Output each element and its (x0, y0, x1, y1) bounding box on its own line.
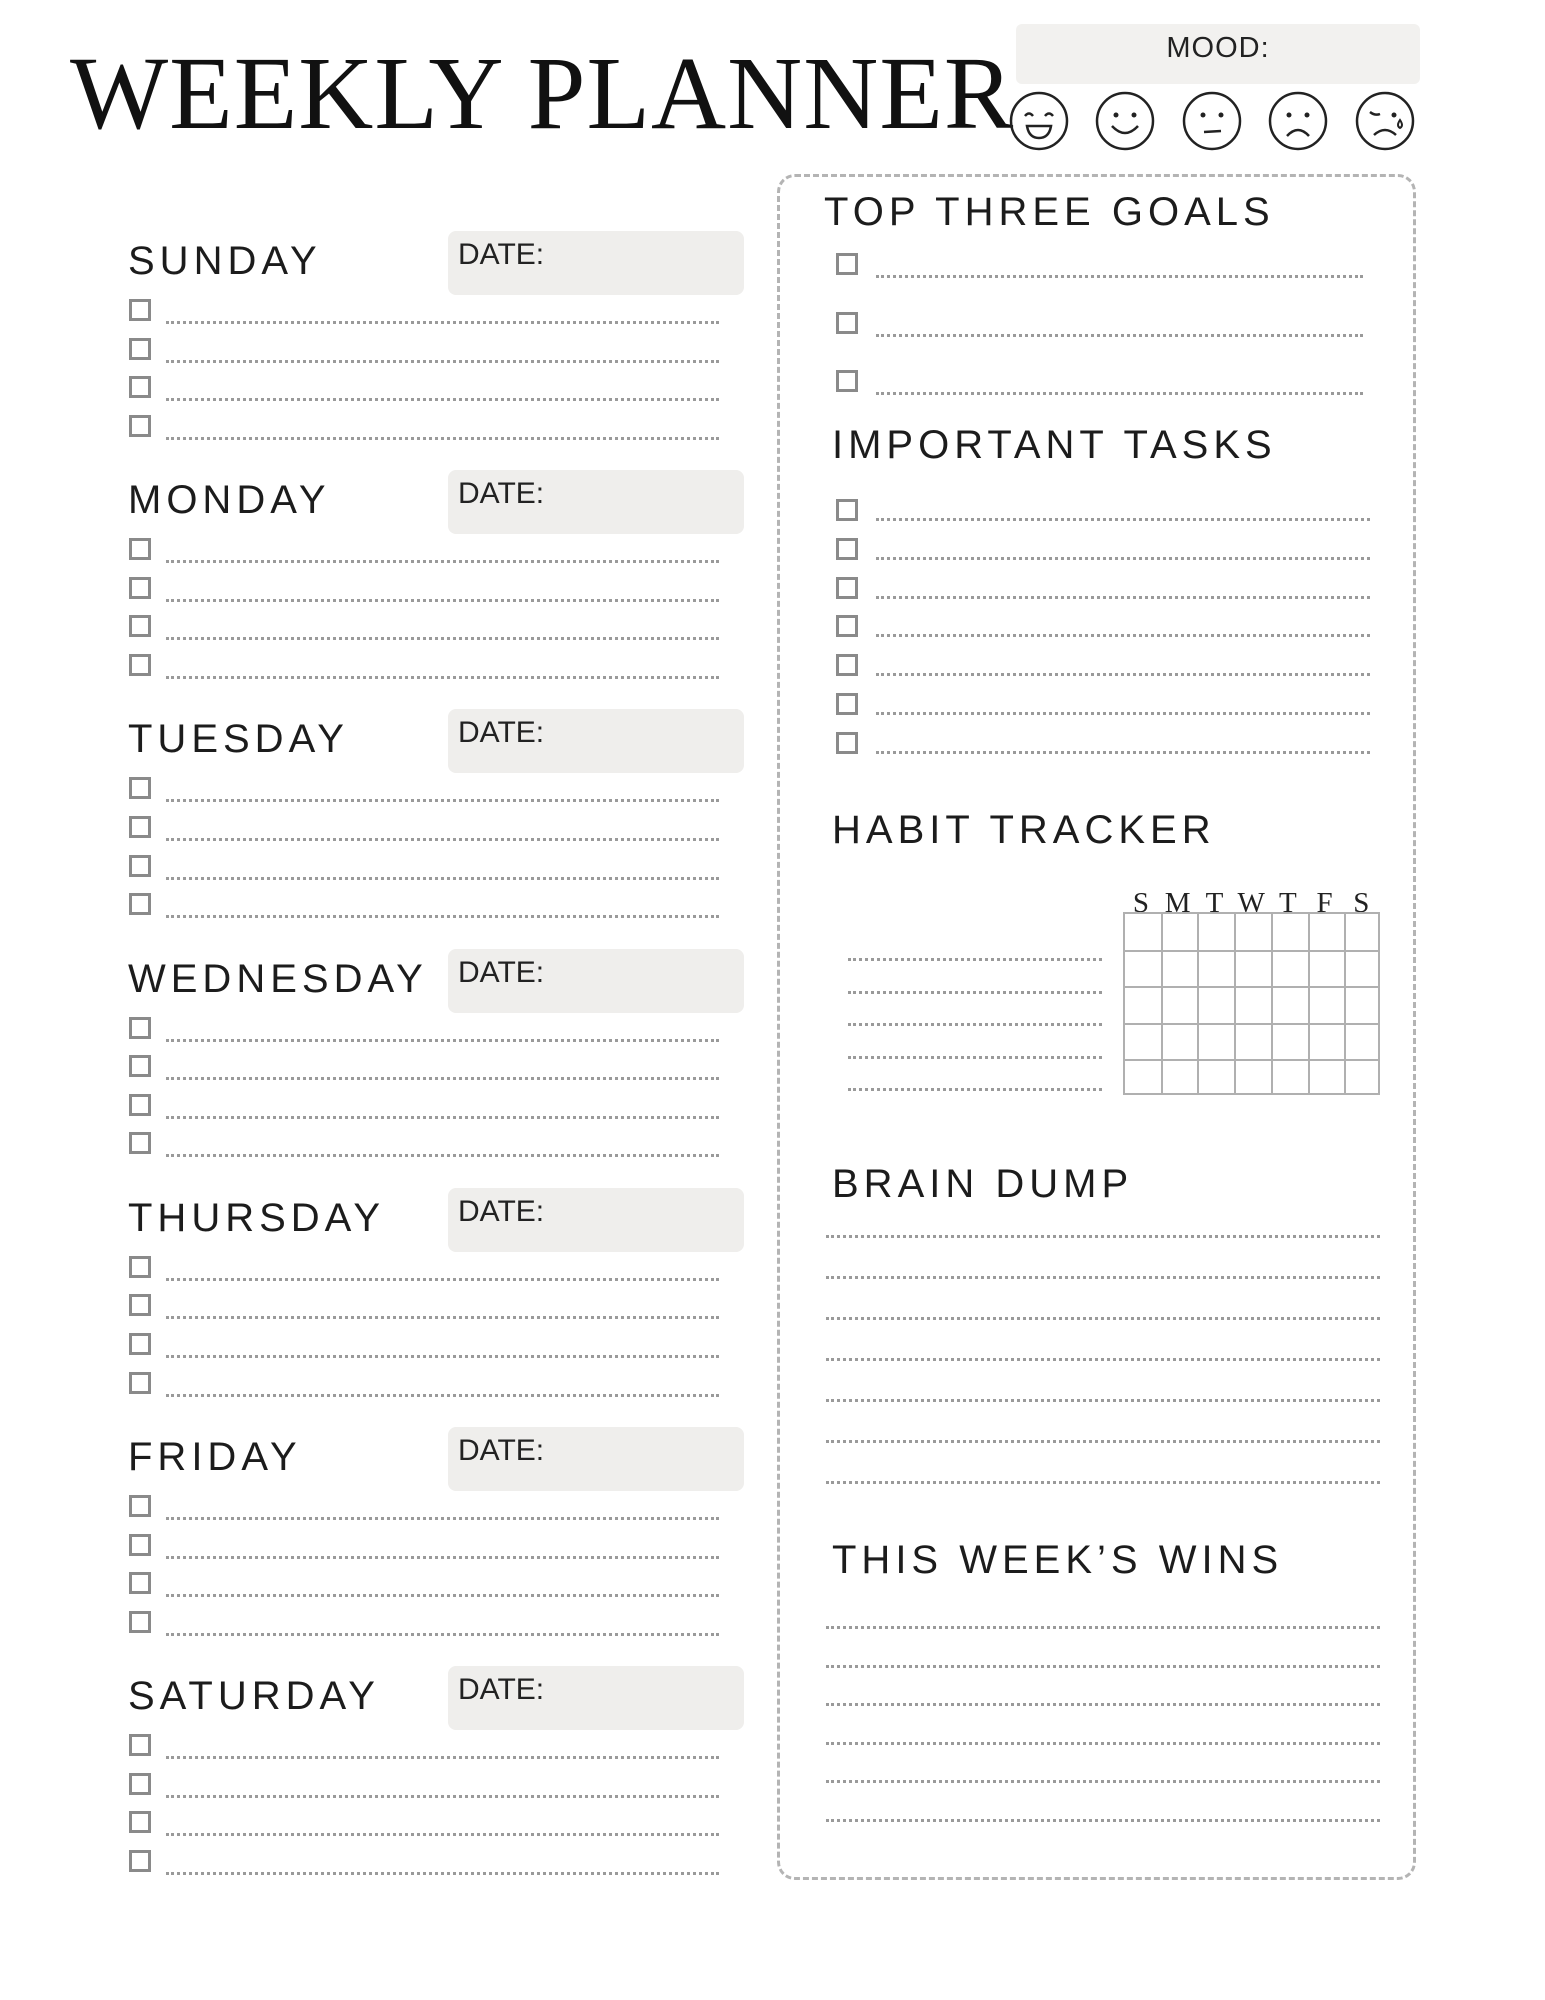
weekday-label: M (1164, 887, 1191, 919)
important-task-checkbox[interactable] (836, 732, 858, 754)
task-checkbox[interactable] (129, 1850, 151, 1872)
weekday-label: S (1132, 887, 1150, 919)
date-field[interactable] (448, 231, 744, 295)
brain-dump-line[interactable] (826, 1317, 1380, 1320)
page-title: WEEKLY PLANNER (70, 36, 1015, 151)
smiling-face-icon[interactable] (1094, 90, 1156, 152)
task-line[interactable] (166, 1633, 719, 1636)
habit-name-line[interactable] (848, 1088, 1102, 1091)
tasks-heading: IMPORTANT TASKS (832, 423, 1277, 467)
important-task-line[interactable] (876, 596, 1370, 599)
goals-heading: TOP THREE GOALS (824, 190, 1275, 234)
task-checkbox[interactable] (129, 1055, 151, 1077)
task-checkbox[interactable] (129, 816, 151, 838)
task-line[interactable] (166, 599, 719, 602)
task-line[interactable] (166, 1394, 719, 1397)
task-line[interactable] (166, 1556, 719, 1559)
task-checkbox[interactable] (129, 577, 151, 599)
important-task-checkbox[interactable] (836, 499, 858, 521)
important-task-checkbox[interactable] (836, 654, 858, 676)
task-line[interactable] (166, 1833, 719, 1836)
goal-checkbox[interactable] (836, 312, 858, 334)
grid-row-line (1125, 1023, 1378, 1025)
task-checkbox[interactable] (129, 615, 151, 637)
day-heading: FRIDAY (128, 1435, 302, 1479)
important-task-line[interactable] (876, 712, 1370, 715)
task-checkbox[interactable] (129, 376, 151, 398)
important-task-checkbox[interactable] (836, 693, 858, 715)
grid-column-line (1161, 914, 1163, 1093)
date-field[interactable] (448, 949, 744, 1013)
task-line[interactable] (166, 1039, 719, 1042)
date-label: DATE: (458, 716, 545, 750)
date-field[interactable] (448, 709, 744, 773)
important-task-checkbox[interactable] (836, 538, 858, 560)
task-line[interactable] (166, 1316, 719, 1319)
habit-grid[interactable] (1123, 912, 1380, 1095)
grid-column-line (1197, 914, 1199, 1093)
date-label: DATE: (458, 238, 545, 271)
day-heading: TUESDAY (128, 717, 349, 762)
weekday-label: S (1353, 887, 1370, 919)
task-line[interactable] (166, 321, 719, 324)
task-line[interactable] (166, 915, 719, 918)
task-checkbox[interactable] (129, 338, 151, 360)
important-task-line[interactable] (876, 634, 1370, 637)
task-checkbox[interactable] (129, 1294, 151, 1316)
date-label: DATE: (458, 477, 545, 511)
mood-label: MOOD: (1166, 32, 1270, 64)
task-line[interactable] (166, 1278, 719, 1281)
task-line[interactable] (166, 1077, 719, 1080)
task-line[interactable] (166, 877, 719, 880)
date-field[interactable] (448, 1666, 744, 1730)
goal-line[interactable] (876, 392, 1363, 395)
weekday-label: F (1316, 887, 1333, 919)
task-line[interactable] (166, 360, 719, 363)
date-label: DATE: (458, 1434, 545, 1467)
date-label: DATE: (458, 1194, 545, 1228)
task-checkbox[interactable] (129, 1094, 151, 1116)
task-line[interactable] (166, 560, 719, 563)
weekday-label: W (1237, 887, 1265, 919)
mood-box (1016, 24, 1420, 84)
task-checkbox[interactable] (129, 654, 151, 676)
task-checkbox[interactable] (129, 1773, 151, 1795)
crying-face-icon[interactable] (1354, 90, 1416, 152)
brain-dump-line[interactable] (826, 1276, 1380, 1279)
task-line[interactable] (166, 637, 719, 640)
habit-name-line[interactable] (848, 958, 1102, 961)
task-line[interactable] (166, 1872, 719, 1875)
task-checkbox[interactable] (129, 1495, 151, 1517)
wins-heading: THIS WEEK’S WINS (832, 1538, 1284, 1582)
important-task-line[interactable] (876, 518, 1370, 521)
date-label: DATE: (458, 955, 545, 989)
grid-row-line (1125, 986, 1378, 988)
day-heading: SATURDAY (128, 1674, 380, 1719)
task-checkbox[interactable] (129, 1132, 151, 1154)
task-checkbox[interactable] (129, 893, 151, 915)
task-checkbox[interactable] (129, 1811, 151, 1833)
important-task-checkbox[interactable] (836, 577, 858, 599)
wins-line[interactable] (826, 1665, 1380, 1668)
laughing-face-icon[interactable] (1008, 90, 1070, 152)
brain-dump-line[interactable] (826, 1481, 1380, 1484)
important-task-checkbox[interactable] (836, 615, 858, 637)
goal-checkbox[interactable] (836, 370, 858, 392)
task-line[interactable] (166, 437, 719, 440)
wins-line[interactable] (826, 1780, 1380, 1783)
grid-row-line (1125, 950, 1378, 952)
day-heading: WEDNESDAY (128, 956, 428, 1001)
task-checkbox[interactable] (129, 538, 151, 560)
task-line[interactable] (166, 1116, 719, 1119)
task-checkbox[interactable] (129, 1734, 151, 1756)
habit-tracker-heading: HABIT TRACKER (832, 808, 1216, 852)
day-heading: SUNDAY (128, 239, 322, 283)
task-line[interactable] (166, 1594, 719, 1597)
brain-dump-heading: BRAIN DUMP (832, 1162, 1134, 1206)
habit-name-line[interactable] (848, 991, 1102, 994)
wins-line[interactable] (826, 1626, 1380, 1629)
date-label: DATE: (458, 1673, 545, 1707)
task-line[interactable] (166, 676, 719, 679)
wins-line[interactable] (826, 1703, 1380, 1706)
task-line[interactable] (166, 1795, 719, 1798)
habit-name-line[interactable] (848, 1023, 1102, 1026)
task-line[interactable] (166, 1355, 719, 1358)
wins-line[interactable] (826, 1742, 1380, 1745)
task-line[interactable] (166, 1517, 719, 1520)
goal-checkbox[interactable] (836, 253, 858, 275)
important-task-line[interactable] (876, 557, 1370, 560)
weekday-label: T (1205, 887, 1224, 919)
task-checkbox[interactable] (129, 1572, 151, 1594)
task-checkbox[interactable] (129, 777, 151, 799)
neutral-face-icon[interactable] (1181, 90, 1243, 152)
task-checkbox[interactable] (129, 1372, 151, 1394)
date-field[interactable] (448, 1427, 744, 1491)
habit-name-line[interactable] (848, 1056, 1102, 1059)
task-checkbox[interactable] (129, 855, 151, 877)
task-checkbox[interactable] (129, 1256, 151, 1278)
task-checkbox[interactable] (129, 415, 151, 437)
grid-column-line (1234, 914, 1236, 1093)
grid-column-line (1344, 914, 1346, 1093)
task-checkbox[interactable] (129, 1611, 151, 1633)
sad-face-icon[interactable] (1267, 90, 1329, 152)
important-task-line[interactable] (876, 751, 1370, 754)
brain-dump-line[interactable] (826, 1358, 1380, 1361)
task-checkbox[interactable] (129, 1017, 151, 1039)
task-checkbox[interactable] (129, 299, 151, 321)
task-line[interactable] (166, 398, 719, 401)
day-heading: MONDAY (128, 478, 331, 523)
task-line[interactable] (166, 1756, 719, 1759)
goal-line[interactable] (876, 275, 1363, 278)
task-line[interactable] (166, 1154, 719, 1157)
brain-dump-line[interactable] (826, 1440, 1380, 1443)
grid-column-line (1308, 914, 1310, 1093)
wins-line[interactable] (826, 1819, 1380, 1822)
grid-column-line (1271, 914, 1273, 1093)
task-checkbox[interactable] (129, 1534, 151, 1556)
brain-dump-line[interactable] (826, 1235, 1380, 1238)
goal-line[interactable] (876, 334, 1363, 337)
grid-row-line (1125, 1059, 1378, 1061)
task-line[interactable] (166, 799, 719, 802)
important-task-line[interactable] (876, 673, 1370, 676)
weekday-label: T (1278, 887, 1297, 919)
task-line[interactable] (166, 838, 719, 841)
brain-dump-line[interactable] (826, 1399, 1380, 1402)
date-field[interactable] (448, 1188, 744, 1252)
day-heading: THURSDAY (128, 1195, 386, 1240)
date-field[interactable] (448, 470, 744, 534)
task-checkbox[interactable] (129, 1333, 151, 1355)
